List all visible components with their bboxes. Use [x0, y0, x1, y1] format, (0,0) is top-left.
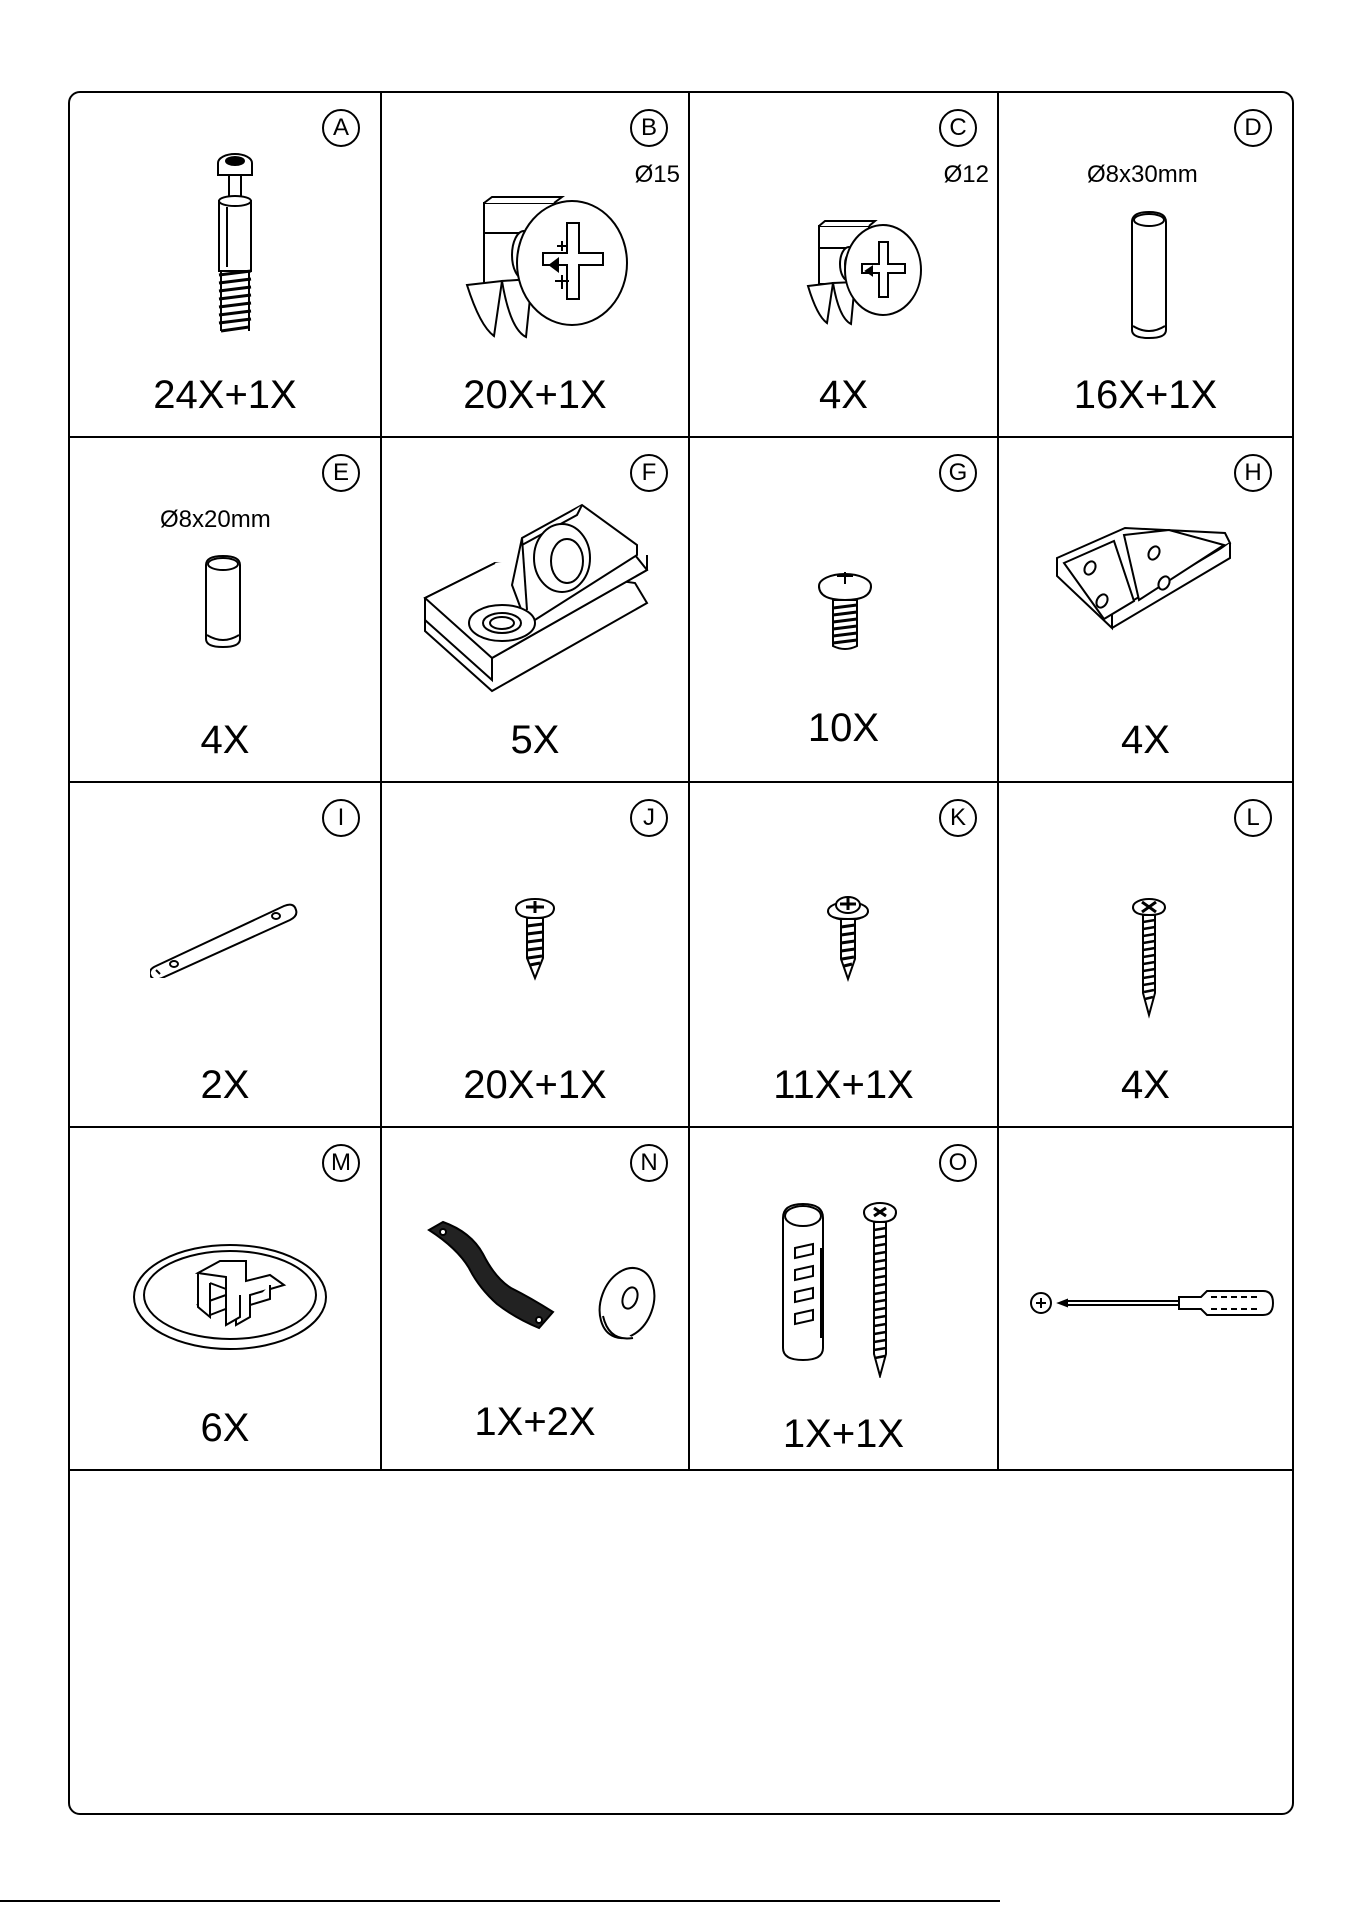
part-spec: Ø12	[943, 161, 989, 188]
quantity-label: 20X+1X	[463, 1063, 607, 1107]
quantity-label: 2X	[200, 1063, 250, 1107]
part-letter: K	[939, 799, 977, 837]
part-cell-m	[70, 1128, 382, 1471]
part-spec: Ø8x20mm	[160, 506, 271, 533]
part-cell-f	[382, 438, 690, 783]
quantity-label: 1X+1X	[782, 1412, 905, 1456]
quantity-label: 4X	[1121, 718, 1170, 762]
blank-notes-area	[70, 1471, 1292, 1813]
quantity-label: 4X	[200, 718, 250, 762]
part-letter: J	[630, 799, 668, 837]
part-letter: B	[630, 109, 668, 147]
part-spec: Ø8x30mm	[1087, 161, 1198, 188]
hardware-sheet	[68, 91, 1294, 1815]
quantity-label: 10X	[807, 706, 880, 750]
part-letter: M	[322, 1144, 360, 1182]
part-cell-a	[70, 93, 382, 438]
part-cell-g	[690, 438, 999, 783]
part-cell-i	[70, 783, 382, 1128]
part-letter: C	[939, 109, 977, 147]
quantity-label: 20X+1X	[463, 373, 607, 417]
part-cell-b	[382, 93, 690, 438]
part-cell-j	[382, 783, 690, 1128]
phillips-screwdriver-icon	[999, 1128, 1292, 1469]
quantity-label: 24X+1X	[153, 373, 297, 417]
part-letter: N	[630, 1144, 668, 1182]
part-letter: I	[322, 799, 360, 837]
quantity-label: 11X+1X	[773, 1063, 914, 1107]
part-letter: L	[1234, 799, 1272, 837]
part-cell-e	[70, 438, 382, 783]
part-cell-l	[999, 783, 1292, 1128]
part-cell-c	[690, 93, 999, 438]
part-letter: H	[1234, 454, 1272, 492]
quantity-label: 6X	[200, 1406, 250, 1450]
quantity-label: 5X	[510, 718, 560, 762]
part-cell-d	[999, 93, 1292, 438]
part-letter: A	[322, 109, 360, 147]
quantity-label: 1X+2X	[474, 1400, 596, 1444]
part-cell-n	[382, 1128, 690, 1471]
page-bottom-rule	[0, 1900, 1000, 1902]
quantity-label: 4X	[819, 373, 868, 417]
part-cell-o	[690, 1128, 999, 1471]
part-cell-tool	[999, 1128, 1292, 1471]
part-cell-k	[690, 783, 999, 1128]
parts-grid	[70, 93, 1292, 1471]
part-spec: Ø15	[634, 161, 680, 188]
quantity-label: 16X+1X	[1073, 373, 1218, 417]
quantity-label: 4X	[1121, 1063, 1170, 1107]
part-letter: E	[322, 454, 360, 492]
part-letter: F	[630, 454, 668, 492]
part-letter: G	[939, 454, 977, 492]
part-letter: O	[939, 1144, 977, 1182]
part-cell-h	[999, 438, 1292, 783]
part-letter: D	[1234, 109, 1272, 147]
